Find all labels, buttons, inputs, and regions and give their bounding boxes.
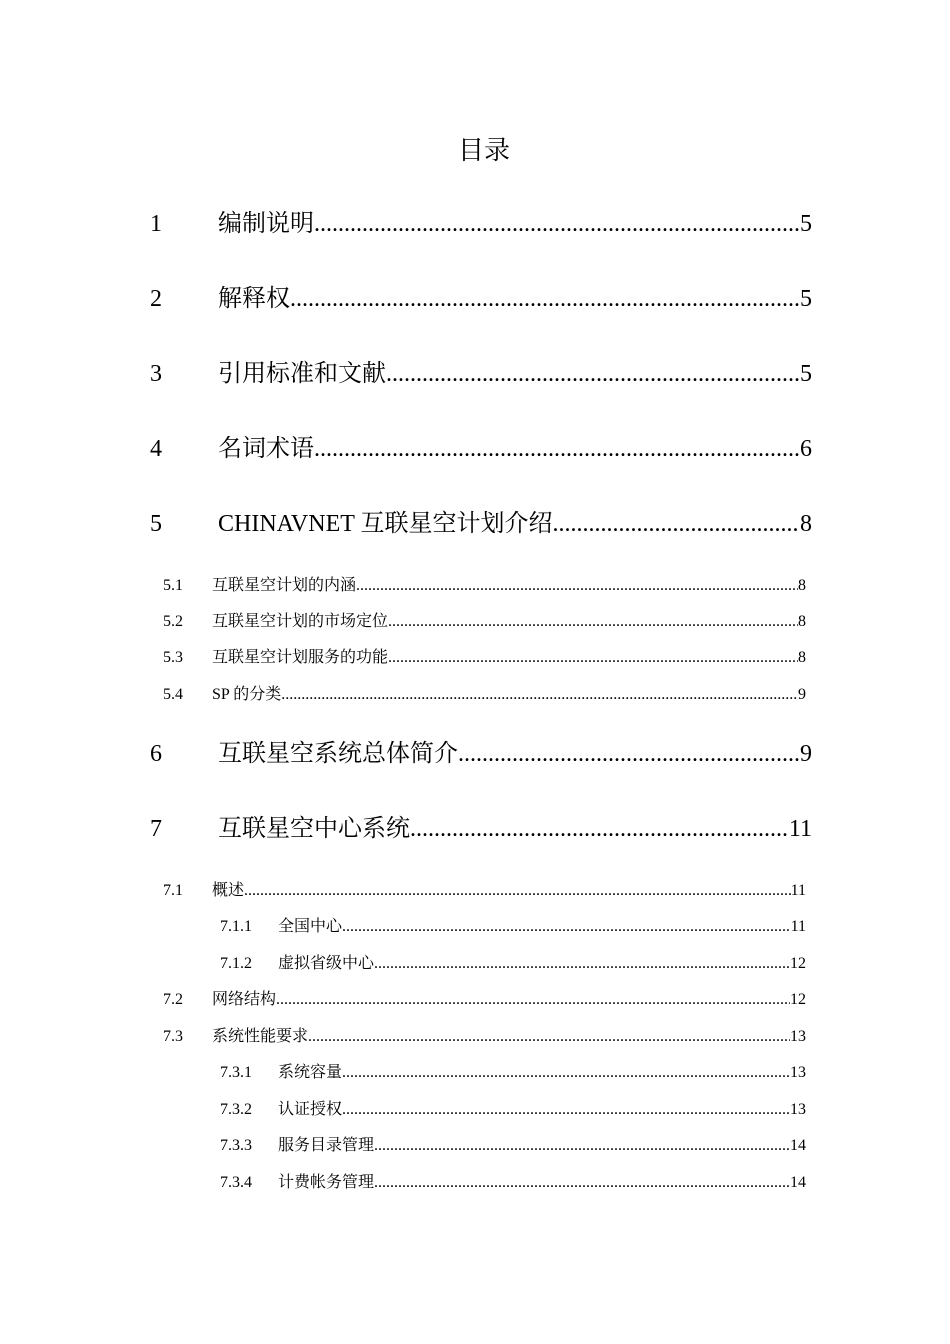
toc-dot-leader	[374, 1171, 790, 1195]
toc-entry-4[interactable]	[150, 432, 812, 466]
toc-entry-number: 4	[150, 436, 162, 462]
toc-entry-number: 5.4	[163, 686, 183, 703]
toc-entry-number: 3	[150, 361, 162, 387]
toc-entry-page: 9	[800, 741, 812, 767]
toc-entry-7-3-3[interactable]	[220, 1134, 806, 1158]
toc-dot-leader	[374, 952, 790, 976]
toc-entry-1[interactable]	[150, 207, 812, 241]
toc-entry-5-2[interactable]	[163, 610, 806, 634]
toc-entry-7-3-4[interactable]	[220, 1171, 806, 1195]
toc-entry-page: 8	[798, 649, 806, 666]
toc-entry-page: 6	[800, 436, 812, 462]
toc-entry-page: 5	[800, 361, 812, 387]
toc-entry-5[interactable]	[150, 507, 812, 541]
toc-entry-5-1[interactable]	[163, 574, 806, 598]
toc-title: 目录	[457, 136, 510, 165]
toc-entry-number: 7.1.1	[220, 918, 252, 935]
toc-entry-page: 9	[798, 686, 806, 703]
toc-entry-page: 8	[800, 511, 812, 537]
toc-dot-leader	[388, 610, 798, 634]
toc-entry-label: 互联星空计划服务的功能	[212, 649, 389, 666]
toc-entry-label: 计费帐务管理	[278, 1174, 375, 1191]
toc-entry-7-3[interactable]	[163, 1025, 806, 1049]
toc-entry-number: 5	[150, 511, 162, 537]
toc-entry-label: 概述	[212, 882, 245, 899]
toc-entry-page: 11	[790, 918, 806, 935]
toc-dot-leader	[342, 1098, 790, 1122]
toc-entry-page: 14	[790, 1137, 806, 1154]
toc-entry-label: 网络结构	[212, 991, 277, 1008]
toc-entry-number: 7.3.1	[220, 1064, 252, 1081]
toc-dot-leader	[458, 737, 800, 771]
toc-entry-page: 5	[800, 286, 812, 312]
toc-dot-leader	[410, 812, 789, 846]
toc-entry-page: 12	[790, 955, 806, 972]
toc-entry-label: CHINAVNET 互联星空计划介绍	[218, 511, 553, 537]
toc-entry-number: 7.3	[163, 1028, 183, 1045]
toc-entry-label: 互联星空中心系统	[218, 816, 410, 842]
toc-entry-page: 11	[790, 882, 806, 899]
toc-dot-leader	[342, 915, 791, 939]
toc-entry-page: 13	[790, 1064, 806, 1081]
toc-entry-label: 服务目录管理	[278, 1137, 375, 1154]
toc-entry-number: 7.3.2	[220, 1101, 252, 1118]
toc-dot-leader	[281, 683, 798, 707]
toc-entry-label: 认证授权	[278, 1101, 343, 1118]
toc-entry-label: 解释权	[218, 286, 290, 312]
toc-entry-label: 引用标准和文献	[218, 361, 386, 387]
toc-entry-label: 互联星空系统总体简介	[218, 741, 458, 767]
toc-entry-7-3-1[interactable]	[220, 1061, 806, 1085]
toc-entry-label: 全国中心	[278, 918, 343, 935]
toc-dot-leader	[276, 988, 790, 1012]
toc-dot-leader	[314, 207, 800, 241]
toc-entry-label: 虚拟省级中心	[278, 955, 375, 972]
toc-entry-number: 7.1.2	[220, 955, 252, 972]
toc-entry-page: 8	[798, 613, 806, 630]
toc-entry-page: 14	[790, 1174, 806, 1191]
toc-entry-7-1-2[interactable]	[220, 952, 806, 976]
toc-entry-number: 7	[150, 816, 162, 842]
toc-entry-3[interactable]	[150, 357, 812, 391]
toc-entry-page: 8	[798, 577, 806, 594]
toc-dot-leader	[314, 432, 800, 466]
toc-entry-5-4[interactable]	[163, 683, 806, 707]
toc-entry-page: 11	[788, 816, 812, 842]
toc-entry-2[interactable]	[150, 282, 812, 316]
toc-entry-7[interactable]	[150, 812, 812, 846]
toc-entry-page: 13	[790, 1028, 806, 1045]
toc-entry-7-2[interactable]	[163, 988, 806, 1012]
toc-entry-label: 系统性能要求	[212, 1028, 309, 1045]
toc-entry-number: 7.1	[163, 882, 183, 899]
toc-entry-number: 1	[150, 211, 162, 237]
toc-dot-leader	[356, 574, 798, 598]
toc-entry-label: 编制说明	[218, 211, 314, 237]
toc-dot-leader	[244, 879, 791, 903]
toc-entry-number: 6	[150, 741, 162, 767]
toc-dot-leader	[552, 507, 800, 541]
toc-entry-number: 7.2	[163, 991, 183, 1008]
toc-entry-7-1-1[interactable]	[220, 915, 806, 939]
toc-entry-page: 12	[790, 991, 806, 1008]
toc-entry-number: 7.3.4	[220, 1174, 252, 1191]
toc-entry-number: 5.2	[163, 613, 183, 630]
toc-entry-7-1[interactable]	[163, 879, 806, 903]
toc-entry-7-3-2[interactable]	[220, 1098, 806, 1122]
toc-entry-page: 5	[800, 211, 812, 237]
toc-dot-leader	[388, 646, 798, 670]
toc-entry-label: 互联星空计划的内涵	[212, 577, 357, 594]
toc-entry-number: 7.3.3	[220, 1137, 252, 1154]
toc-entry-label: 名词术语	[218, 436, 314, 462]
toc-entry-page: 13	[790, 1101, 806, 1118]
toc-entry-label: 互联星空计划的市场定位	[212, 613, 389, 630]
toc-entry-6[interactable]	[150, 737, 812, 771]
toc-dot-leader	[374, 1134, 790, 1158]
toc-entry-number: 5.3	[163, 649, 183, 666]
toc-entry-number: 2	[150, 286, 162, 312]
toc-entry-label: SP 的分类	[212, 686, 282, 703]
toc-dot-leader	[290, 282, 800, 316]
toc-entry-number: 5.1	[163, 577, 183, 594]
toc-dot-leader	[386, 357, 800, 391]
toc-dot-leader	[342, 1061, 790, 1085]
toc-dot-leader	[308, 1025, 790, 1049]
toc-entry-5-3[interactable]	[163, 646, 806, 670]
toc-entry-label: 系统容量	[278, 1064, 343, 1081]
